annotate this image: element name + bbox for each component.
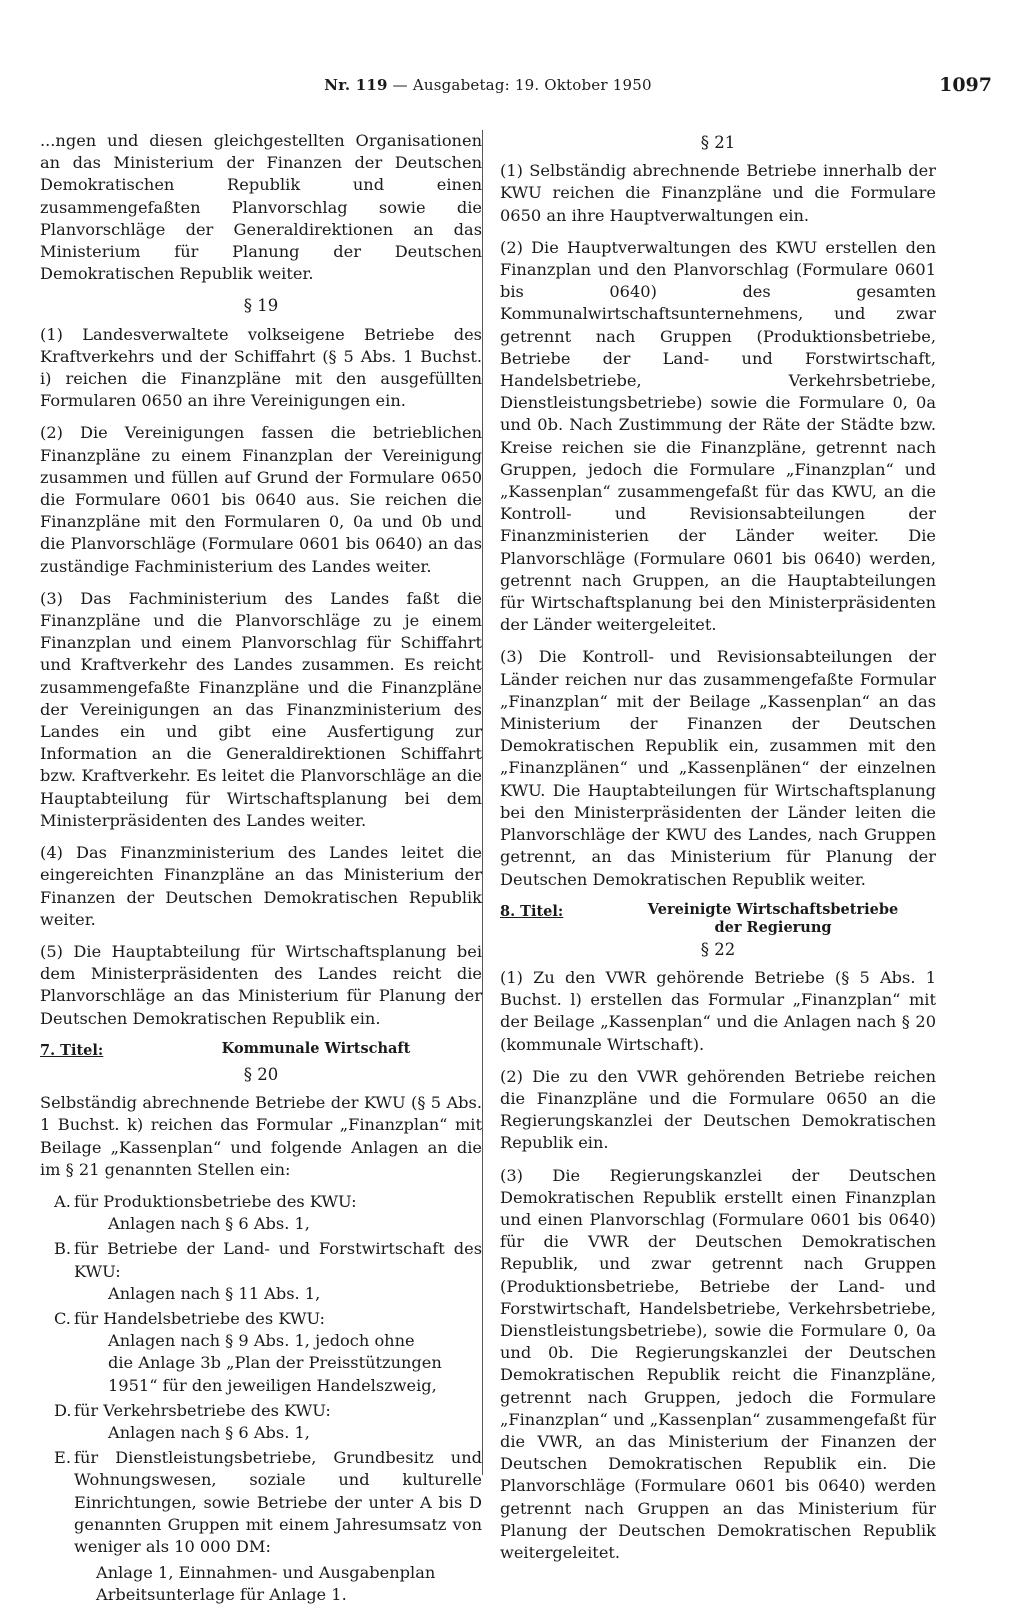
list-item [40, 1238, 482, 1305]
header-line [40, 76, 936, 94]
list-item [40, 1308, 482, 1397]
list-item-letter: E. [54, 1448, 71, 1468]
list-item-letter: D. [54, 1400, 72, 1420]
left-column [40, 130, 482, 1607]
section-19-paragraph-4: (4) Das Finanzministerium des Landes leitet die eingereichten Finanzpläne an das Ministerium der Finanzen der Deutschen Demokratischen Republik weiter. [40, 843, 482, 929]
list-item-sub: Anlagen nach § 9 Abs. 1, jedoch ohne die Anlage 3b „Plan der Preisstützungen 1951“ für den jeweiligen Handelszweig, [108, 1331, 442, 1395]
list-item-text: für Handelsbetriebe des KWU: [74, 1308, 326, 1328]
intro-paragraph: ...ngen und diesen gleichgestellten Organisationen an das Ministerium der Finanzen der Deutschen Demokratischen Republik und einen zusammengefaßten Planvorschlag sowie die Planvorschläge der Generaldirektionen an das Ministerium für Planung der Deutschen Demokratischen Republik weiter. [40, 131, 482, 284]
section-22-paragraph-2: (2) Die zu den VWR gehörenden Betriebe reichen die Finanzpläne und die Formulare 0650 an die Regierungskanzlei der Deutschen Demokratischen Republik ein. [500, 1066, 936, 1153]
section-21-heading: § 21 [700, 133, 736, 152]
section-22-paragraph-1: (1) Zu den VWR gehörende Betriebe (§ 5 Abs. 1 Buchst. l) erstellen das Formular „Finanzplan“ mit der Beilage „Kassenplan“ und die Anlagen nach § 20 (kommunale Wirtschaft). [500, 967, 936, 1054]
annex-list [40, 1191, 482, 1558]
list-item-letter: B. [54, 1239, 72, 1259]
annex-line-1: Anlage 1, Einnahmen- und Ausgabenplan [96, 1563, 436, 1583]
list-item [40, 1191, 482, 1235]
page-number: 1097 [939, 74, 992, 96]
section-20-heading: § 20 [243, 1064, 279, 1084]
section-20-intro: Selbständig abrechnende Betriebe der KWU (§ 5 Abs. 1 Buchst. k) reichen das Formular „Finanzplan“ mit Beilage „Kassenplan“ und folgende Anlagen an die im § 21 genannten Stellen ein: [40, 1093, 482, 1179]
list-item-sub: Anlagen nach § 6 Abs. 1, [108, 1214, 310, 1234]
title-8-line-1: Vereinigte Wirtschaftsbetriebe [647, 900, 899, 918]
list-item-text: für Dienstleistungsbetriebe, Grundbesitz und Wohnungswesen, soziale und kulturelle Einrichtungen, sowie Betriebe der unter A bis D genannten Gruppen mit einem Jahresumsatz von weniger als 10 000 DM: [74, 1448, 482, 1556]
section-21-paragraph-2: (2) Die Hauptverwaltungen des KWU erstellen den Finanzplan und den Planvorschlag (Formulare 0601 bis 0640) des gesamten Kommunalwirtschaftsunternehmens, und zwar getrennt nach Gruppen (Produktionsbetriebe, Betriebe der Land- und Forstwirtschaft, Handelsbetriebe, Verkehrsbetriebe, Dienstleistungsbetriebe) sowie die Formulare 0, 0a und 0b. Nach Zustimmung der Räte der Städte bzw. Kreise reichen sie die Finanzpläne, getrennt nach Gruppen, jedoch die Formulare „Finanzplan“ und „Kassenplan“ zusammengefaßt für das KWU, an die Kontroll- und Revisionsabteilungen der Finanzministerien der Länder weiter. Die Planvorschläge (Formulare 0601 bis 0640) werden, getrennt nach Gruppen, an die Hauptabteilungen für Wirtschaftsplanung bei den Ministerpräsidenten der Länder weitergeleitet. [500, 237, 936, 635]
list-item-text: für Betriebe der Land- und Forstwirtschaft des KWU: [74, 1239, 482, 1281]
section-19-paragraph-3: (3) Das Fachministerium des Landes faßt die Finanzpläne und die Planvorschläge zu je einem Finanzplan und einem Planvorschlag für Schiffahrt und Kraftverkehr des Landes zusammen. Es reicht zusammengefaßte Finanzpläne und die Finanzpläne der Vereinigungen an das Finanzministerium des Landes ein und gibt eine Ausfertigung zur Information an die Generaldirektionen Schiffahrt bzw. Kraftverkehr. Es leitet die Planvorschläge an die Hauptabteilung für Wirtschaftsplanung bei dem Ministerpräsidenten des Landes weiter. [40, 588, 482, 830]
title-8-line-2: der Regierung [714, 918, 832, 936]
title-8-text [610, 901, 936, 937]
list-item-sub: Anlagen nach § 6 Abs. 1, [108, 1422, 310, 1442]
title-7-row [40, 1040, 482, 1062]
list-item-letter: A. [54, 1191, 71, 1211]
title-7-label: 7. Titel: [40, 1041, 104, 1059]
right-column [500, 130, 936, 1574]
section-22-paragraph-3: (3) Die Regierungskanzlei der Deutschen Demokratischen Republik erstellt einen Finanzplan und einen Planvorschlag (Formulare 0601 bis 0640) für die VWR der Deutschen Demokratischen Republik, und zwar getrennt nach Gruppen (Produktionsbetriebe, Betriebe der Land- und Forstwirtschaft, Handelsbetriebe, Verkehrsbetriebe, Dienstleistungsbetriebe), sowie die Formulare 0, 0a und 0b. Die Regierungskanzlei der Deutschen Demokratischen Republik reicht die Finanzpläne, getrennt nach Gruppen, jedoch die Formulare „Finanzplan“ und „Kassenplan“ zusammengefaßt für die VWR, an das Ministerium der Finanzen der Deutschen Demokratischen Republik ein. Die Planvorschläge (Formulare 0601 bis 0640) werden getrennt nach Gruppen an das Ministerium für Planung der Deutschen Demokratischen Republik weitergeleitet. [500, 1165, 936, 1562]
column-divider [482, 130, 483, 1475]
section-22-heading: § 22 [700, 939, 736, 959]
section-19-paragraph-5: (5) Die Hauptabteilung für Wirtschaftsplanung bei dem Ministerpräsidenten des Landes reicht die Planvorschläge an das Ministerium für Planung der Deutschen Demokratischen Republik ein. [40, 941, 482, 1028]
list-item [40, 1447, 482, 1558]
list-item-text: für Verkehrsbetriebe des KWU: [74, 1400, 331, 1420]
header-separator: — [387, 76, 413, 94]
list-item-letter: C. [54, 1308, 71, 1328]
title-8-label: 8. Titel: [500, 902, 564, 920]
section-19-paragraph-1: (1) Landesverwaltete volkseigene Betriebe des Kraftverkehrs und der Schiffahrt (§ 5 Abs. 1 Buchst. i) reichen die Finanzpläne mit den ausgefüllten Formularen 0650 an ihre Vereinigungen ein. [40, 324, 482, 411]
issue-date: Ausgabetag: 19. Oktober 1950 [412, 76, 652, 94]
title-7-text: Kommunale Wirtschaft [221, 1039, 411, 1057]
section-19-heading: § 19 [243, 296, 279, 316]
list-item-text: für Produktionsbetriebe des KWU: [74, 1191, 357, 1211]
list-item-sub: Anlagen nach § 11 Abs. 1, [108, 1283, 321, 1303]
section-21-paragraph-3: (3) Die Kontroll- und Revisionsabteilungen der Länder reichen nur das zusammengefaßte Formular „Finanzplan“ mit der Beilage „Kassenplan“ an das Ministerium der Finanzen der Deutschen Demokratischen Republik ein, zusammen mit den „Finanzplänen“ und „Kassenplänen“ der einzelnen KWU. Die Hauptabteilungen für Wirtschaftsplanung bei den Ministerpräsidenten der Länder leiten die Planvorschläge der KWU des Landes, nach Gruppen getrennt, an das Ministerium für Planung der Deutschen Demokratischen Republik weiter. [500, 647, 936, 889]
annex-line-2: Arbeitsunterlage für Anlage 1. [96, 1585, 347, 1605]
page-header [40, 74, 992, 102]
issue-number: Nr. 119 [324, 76, 388, 94]
title-8-row [500, 901, 936, 937]
section-21-paragraph-1: (1) Selbständig abrechnende Betriebe innerhalb der KWU reichen die Finanzpläne und die Formulare 0650 an ihre Hauptverwaltungen ein. [500, 161, 936, 225]
section-19-paragraph-2: (2) Die Vereinigungen fassen die betrieblichen Finanzpläne zu einem Finanzplan der Vereinigung zusammen und füllen auf Grund der Formulare 0650 die Formulare 0601 bis 0640 aus. Sie reichen die Finanzpläne mit den Formularen 0, 0a und 0b und die Planvorschläge (Formulare 0601 bis 0640) an das zuständige Fachministerium des Landes weiter. [40, 423, 482, 576]
list-item [40, 1400, 482, 1444]
